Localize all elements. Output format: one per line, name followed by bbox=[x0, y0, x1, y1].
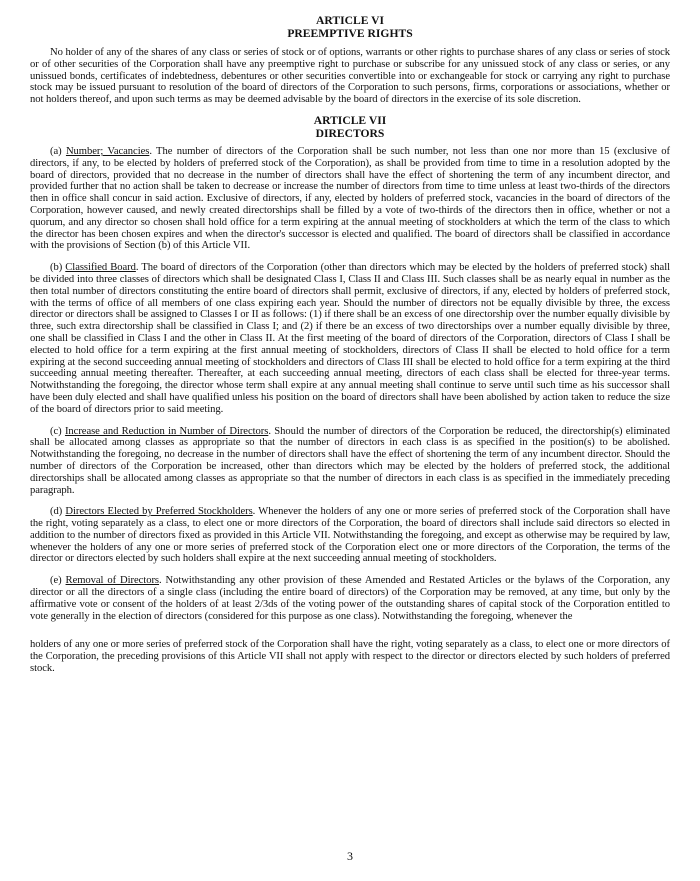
section-e-removal-of-directors bbox=[30, 575, 670, 622]
article-vii-heading bbox=[30, 114, 670, 140]
section-a-heading: Number; Vacancies bbox=[65, 145, 150, 157]
section-a-prefix: (a) bbox=[50, 145, 66, 157]
section-b-classified-board bbox=[30, 262, 670, 415]
section-b-prefix: (b) bbox=[50, 262, 66, 274]
section-e-body: . Notwithstanding any other provision of these Amended and Restated Articles or the bylaws of the Corporation, any director or all the directors of a single class (including the entire board of directors) of the Corporation may be removed, at any time, but only by the affirmative vote or consent of the holders of at least 2/3ds of the voting power of the outstanding shares of capital stock of the Corporation entitled to vote generally in the election of directors (considered for this purpose as one class). Notwithstanding the foregoing, whenever the bbox=[30, 575, 670, 622]
article-vii-number: ARTICLE VII bbox=[313, 113, 387, 127]
section-c-increase-reduction bbox=[30, 426, 670, 497]
section-d-body: . Whenever the holders of any one or more series of preferred stock of the Corporation shall have the right, voting separately as a class, to elect one or more directors of the Corporation, the board of directors shall include said directors so elected in addition to the number of directors fixed as provided in this Article VII. Notwithstanding the foregoing, and except as otherwise may be required by law, whenever the holders of any one or more series of preferred stock of the Corporation elect one or more directors of the Corporation, the terms of the director or directors elected by such holders shall expire at the next succeeding annual meeting of stockholders. bbox=[30, 506, 670, 565]
section-c-prefix: (c) bbox=[50, 425, 65, 437]
section-a-body: . The number of directors of the Corporation shall be such number, not less than one nor more than 15 (exclusive of directors, if any, to be elected by holders of preferred stock of the Corporation), as shall be provided from time to time in a resolution adopted by the board of directors, provided that no decrease in the number of directors shall have the effect of shortening the term of any incumbent director, and provided further that no action shall be taken to decrease or increase the number of directors from time to time unless at least two-thirds of the directors then in office shall concur in said action. Exclusive of directors, if any, elected by holders of preferred stock, vacancies in the board of directors of the Corporation, however caused, and newly created directorships shall be filled by a vote of two-thirds of the directors then in office, whether or not a quorum, and any director so chosen shall hold office for a term expiring at the annual meeting of stockholders at which the term of the class to which the director has been chosen expires and when the director's successor is elected and qualified. The board of directors shall be classified in accordance with the provisions of Section (b) of this Article VII. bbox=[30, 145, 670, 252]
section-c-heading: Increase and Reduction in Number of Directors bbox=[64, 425, 269, 437]
section-d-heading: Directors Elected by Preferred Stockholders bbox=[65, 506, 253, 518]
section-e-heading: Removal of Directors bbox=[65, 575, 160, 587]
preemptive-rights-paragraph: No holder of any of the shares of any class or series of stock or of options, warrants or other rights to purchase shares of any class or series of stock or of other securities of the Corporation shall have any preemptive right to purchase or subscribe for any unissued stock of any class or series, or any unissued bonds, certificates of indebtedness, debentures or other securities convertible into or exchangeable for stock or carrying any right to purchase stock may be issued pursuant to resolution of the board of directors of the Corporation to such persons, firms, corporations or associations, whether or not holders thereof, and upon such terms as may be deemed advisable by the board of directors in the exercise of its sole discretion. bbox=[30, 47, 670, 106]
section-b-body: . The board of directors of the Corporation (other than directors which may be elected by the holders of preferred stock) shall be divided into three classes of directors which shall be designated Class I, Class II and Class III. Such classes shall be as nearly equal in number as the then total number of directors constituting the entire board of directors shall permit, exclusive of directors, if any, elected by holders of preferred stock, with the terms of office of all members of one class expiring each year. Should the number of directors not be equally divisible by three, the excess director or directors shall be assigned to Classes I or II as follows: (1) if there shall be an excess of one directorship over the number equally divisible by three, such extra directorship shall be classified in Class I; and (2) if there be an excess of two directorships over a number equally divisible by three, one shall be classified in Class I and the other in Class II. At the first meeting of the board of directors of the Corporation, directors of Class I shall be elected to hold office for a term expiring at the first annual meeting of stockholders, directors of Class II shall be elected to hold office for a term expiring at the second succeeding annual meeting of stockholders and directors of Class III shall be elected to hold office for a term expiring at the third succeeding annual meeting thereafter. Thereafter, at each succeeding annual meeting, directors of each class shall be elected for three-year terms. Notwithstanding the foregoing, the director whose term shall expire at any annual meeting shall continue to serve until such time as his successor shall have been duly elected and shall have qualified unless his position on the board of directors shall have been abolished by action taken to reduce the size of the board of directors prior to said meeting. bbox=[30, 262, 670, 415]
article-vii-title: DIRECTORS bbox=[315, 126, 385, 140]
article-vi-number: ARTICLE VI bbox=[316, 14, 384, 27]
section-c-body: . Should the number of directors of the Corporation be reduced, the directorship(s) eliminated shall be allocated among classes as appropriate so that the number of directors in each class is as specified in the position(s) to be abolished. Notwithstanding the foregoing, no decrease in the number of directors shall have the effect of shortening the term of any incumbent director. Should the number of directors of the Corporation be increased, other than directors which may be elected by the holders of preferred stock, the additional directorships shall be allocated among classes as appropriate so that the number of directors in each class is as specified in the immediately preceding paragraph. bbox=[30, 425, 670, 496]
page-number: 3 bbox=[347, 849, 353, 863]
section-e-continuation: holders of any one or more series of preferred stock of the Corporation shall have the right, voting separately as a class, to elect one or more directors of the Corporation, the preceding provisions of this Article VII shall not apply with respect to the director or directors elected by such holders of preferred stock. bbox=[30, 639, 670, 675]
section-b-heading: Classified Board bbox=[65, 262, 136, 274]
section-a-number-vacancies bbox=[30, 146, 670, 252]
section-d-prefix: (d) bbox=[50, 506, 66, 518]
article-vi-heading bbox=[30, 14, 670, 40]
article-vi-title: PREEMPTIVE RIGHTS bbox=[287, 27, 413, 40]
section-e-prefix: (e) bbox=[50, 575, 66, 587]
section-d-preferred-stockholders bbox=[30, 506, 670, 565]
